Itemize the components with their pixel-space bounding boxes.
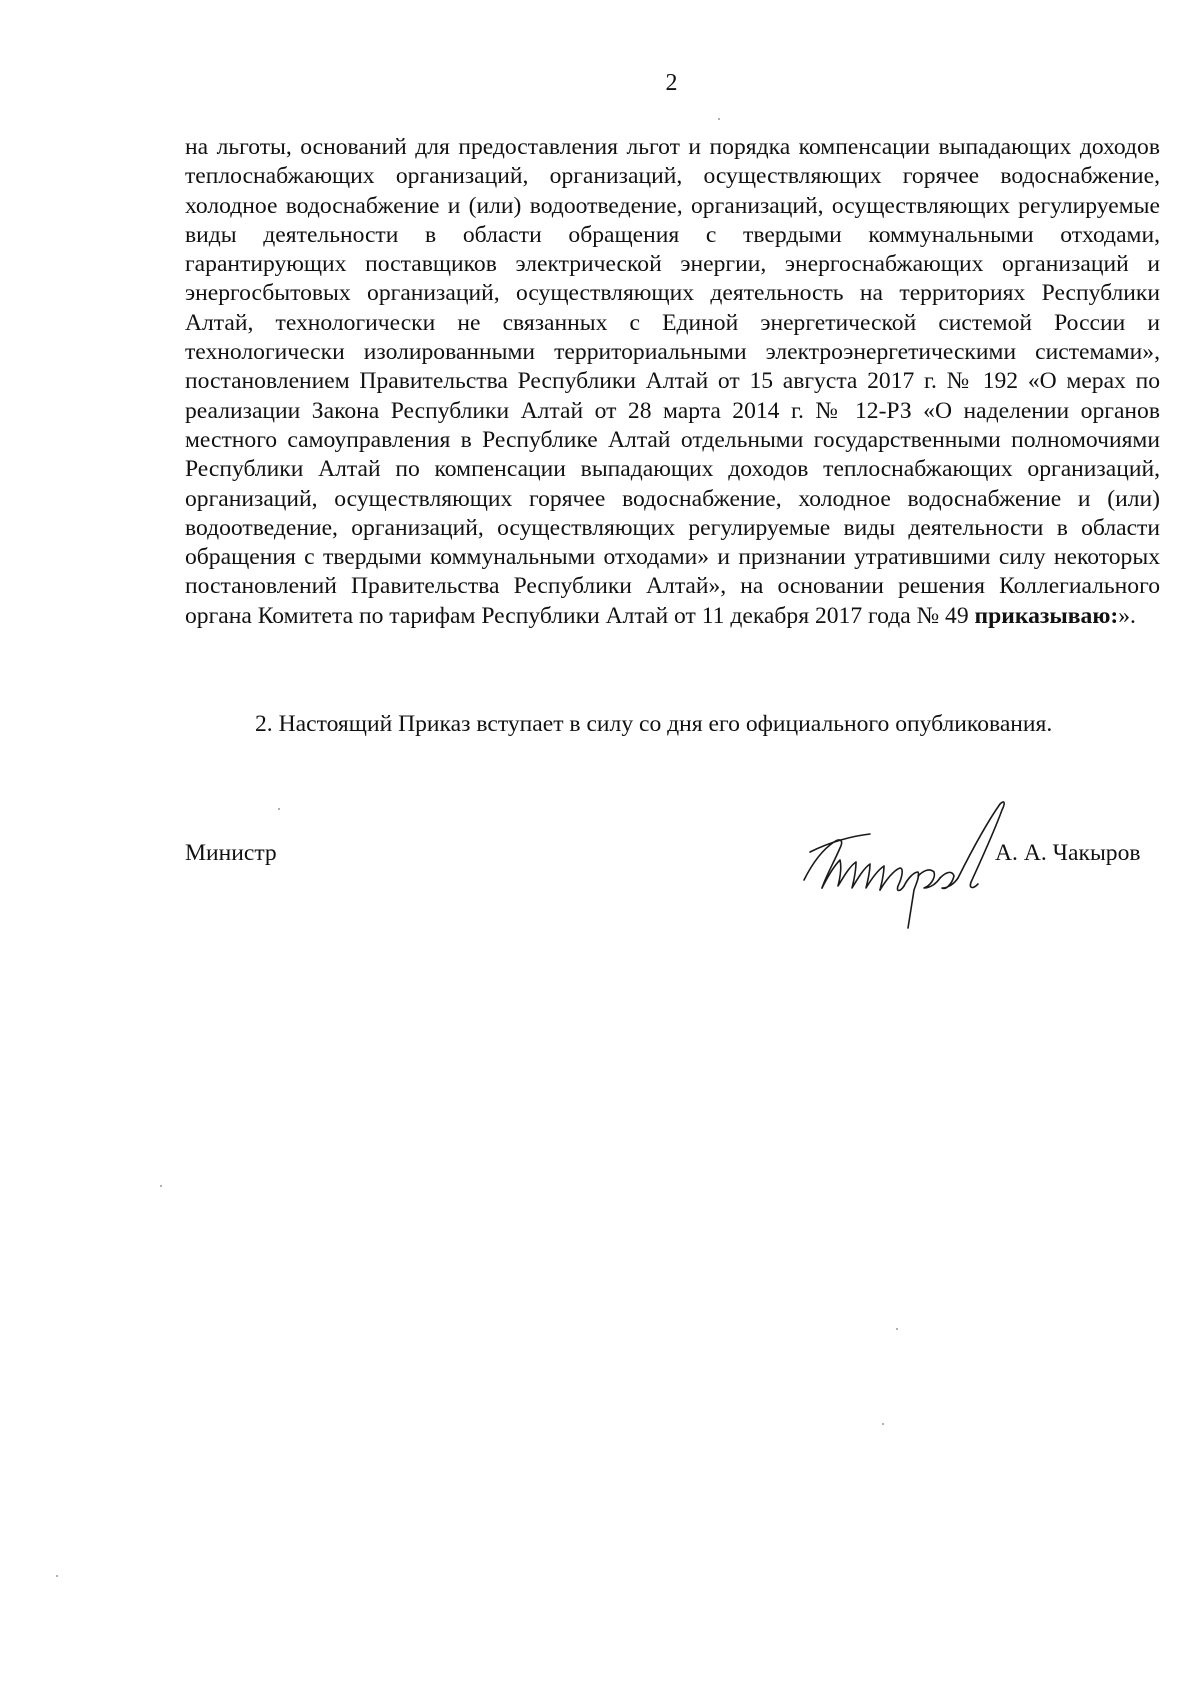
scan-speck — [160, 1185, 162, 1187]
paragraph-1-text: на льготы, оснований для предоставления льгот и порядка компенсации выпадающих доходов теплоснабжающих организаций, организаций, осуществляющих горячее водоснабжение, холодное водоснабжение и (или) водоотведение, организаций, осуществляющих регулируемые виды деятельности в области обращения с твердыми коммунальными отходами, гарантирующих поставщиков электрической энергии, энергоснабжающих организаций и энергосбытовых организаций, осуществляющих деятельность на территориях Республики Алтай, технологически не связанных с Единой энергетической системой России и технологически изолированными территориальными электроэнергетическими системами», постановлением Правительства Республики Алтай от 15 августа 2017 г. № 192 «О мерах по реализации Закона Республики Алтай от 28 марта 2014 г. № 12-РЗ «О наделении органов местного самоуправления в Республике Алтай отдельными государственными полномочиями Республики Алтай по компенсации выпадающих доходов теплоснабжающих организаций, организаций, осуществляющих горячее водоснабжение, холодное водоснабжение и (или) водоотведение, организаций, осуществляющих регулируемые виды деятельности в области обращения с твердыми коммунальными отходами» и признании утратившими силу некоторых постановлений Правительства Республики Алтай», на основании решения Коллегиального органа Комитета по тарифам Республики Алтай от 11 декабря 2017 года № 49 — [185, 134, 1160, 629]
scan-speck — [882, 1423, 884, 1425]
paragraph-1-tail: ». — [1118, 602, 1136, 629]
signatory-title: Министр — [185, 840, 277, 866]
paragraph-2: 2. Настоящий Приказ вступает в силу со дня его официального опубликования. — [255, 711, 1053, 737]
paragraph-1-bold: приказываю: — [974, 602, 1119, 629]
paragraph-1 — [185, 133, 1160, 631]
signatory-name: А. А. Чакыров — [995, 840, 1141, 866]
scan-speck — [718, 118, 720, 120]
scan-speck — [278, 808, 280, 810]
scan-speck — [56, 1575, 58, 1577]
handwritten-signature-icon — [800, 792, 1015, 932]
scan-speck — [896, 1328, 898, 1330]
page-number: 2 — [665, 70, 678, 96]
